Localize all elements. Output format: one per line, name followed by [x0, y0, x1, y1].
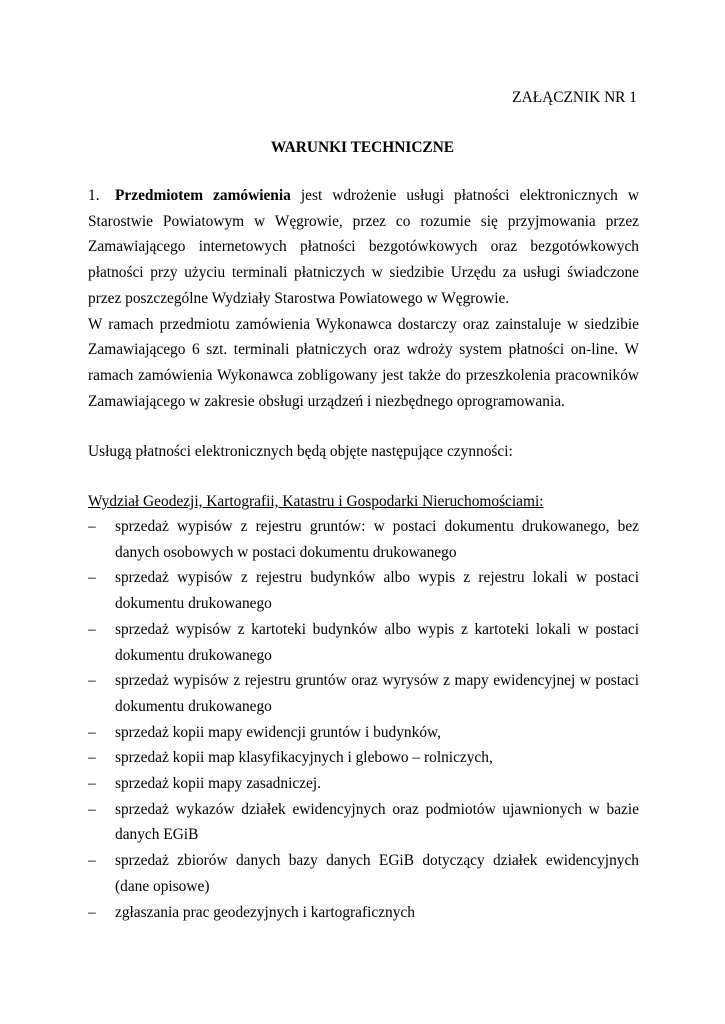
list-item — [88, 617, 639, 668]
department-heading: Wydział Geodezji, Kartografii, Katastru i Gospodarki Nieruchomościami: — [88, 493, 544, 510]
list-item — [88, 720, 639, 746]
list-item — [88, 514, 639, 565]
list-item — [88, 900, 639, 926]
list-item-text: sprzedaż kopii mapy ewidencji gruntów i budynków, — [115, 723, 441, 741]
list-item-text: zgłaszania prac geodezyjnych i kartograficznych — [115, 903, 415, 921]
list-item — [88, 668, 639, 719]
section-1-paragraph — [88, 183, 639, 312]
list-item — [88, 797, 639, 848]
list-item-text: sprzedaż zbiorów danych bazy danych EGiB dotyczący działek ewidencyjnych (dane opisowe) — [115, 852, 639, 895]
list-item — [88, 745, 639, 771]
list-item-text: sprzedaż wypisów z kartoteki budynków albo wypis z kartoteki lokali w postaci dokumentu drukowanego — [115, 620, 639, 664]
section-1 — [88, 183, 639, 414]
section-text: jest wdrożenie usługi płatności elektronicznych w Starostwie Powiatowym w Węgrowie, przez co rozumie się przyjmowania przez Zamawiającego internetowych płatności bezgotówkowych oraz bezgotówkowych płatności przy użyciu terminali płatniczych w siedzibie Urzędu za usługi świadczone przez poszczególne Wydziały Starostwa Powiatowego w Węgrowie. — [88, 187, 639, 307]
dash-bullet: – — [88, 569, 96, 587]
dash-bullet: – — [88, 672, 96, 690]
list-item-text: sprzedaż kopii map klasyfikacyjnych i glebowo – rolniczych, — [115, 749, 493, 767]
dash-bullet: – — [88, 518, 96, 535]
dash-bullet: – — [88, 775, 96, 793]
list-item-text: sprzedaż wypisów z rejestru gruntów: w postaci dokumentu drukowanego, bez danych osobowych w postaci dokumentu drukowanego — [115, 518, 639, 561]
list-item-text: sprzedaż wypisów z rejestru budynków albo wypis z rejestru lokali w postaci dokumentu drukowanego — [115, 569, 639, 613]
section-1-second-paragraph: W ramach przedmiotu zamówienia Wykonawca dostarczy oraz zainstaluje w siedzibie Zamawiającego 6 szt. terminali płatniczych oraz wdroży system płatności on-line. W ramach zamówienia Wykonawca zobligowany jest także do przeszkolenia pracowników Zamawiającego w zakresie obsługi urządzeń i niezbędnego oprogramowania. — [88, 315, 639, 410]
dash-bullet: – — [88, 903, 96, 921]
section-number: 1. — [88, 187, 100, 204]
dash-bullet: – — [88, 749, 96, 767]
list-item-text: sprzedaż kopii mapy zasadniczej. — [115, 775, 321, 793]
services-list — [88, 514, 639, 925]
list-item — [88, 771, 639, 797]
dash-bullet: – — [88, 723, 96, 741]
section-bold-lead: Przedmiotem zamówienia — [115, 187, 291, 204]
list-item-text: sprzedaż wykazów działek ewidencyjnych oraz podmiotów ujawnionych w bazie danych EGiB — [115, 800, 639, 844]
list-item-text: sprzedaż wypisów z rejestru gruntów oraz wyrysów z mapy ewidencyjnej w postaci dokumentu drukowanego — [115, 672, 639, 715]
dash-bullet: – — [88, 800, 96, 818]
dash-bullet: – — [88, 620, 96, 638]
services-intro: Usługą płatności elektronicznych będą objęte następujące czynności: — [88, 443, 513, 460]
list-item — [88, 565, 639, 616]
dash-bullet: – — [88, 852, 96, 870]
list-item — [88, 848, 639, 899]
annex-label: ZAŁĄCZNIK NR 1 — [512, 89, 637, 106]
document-title: WARUNKI TECHNICZNE — [270, 139, 455, 156]
